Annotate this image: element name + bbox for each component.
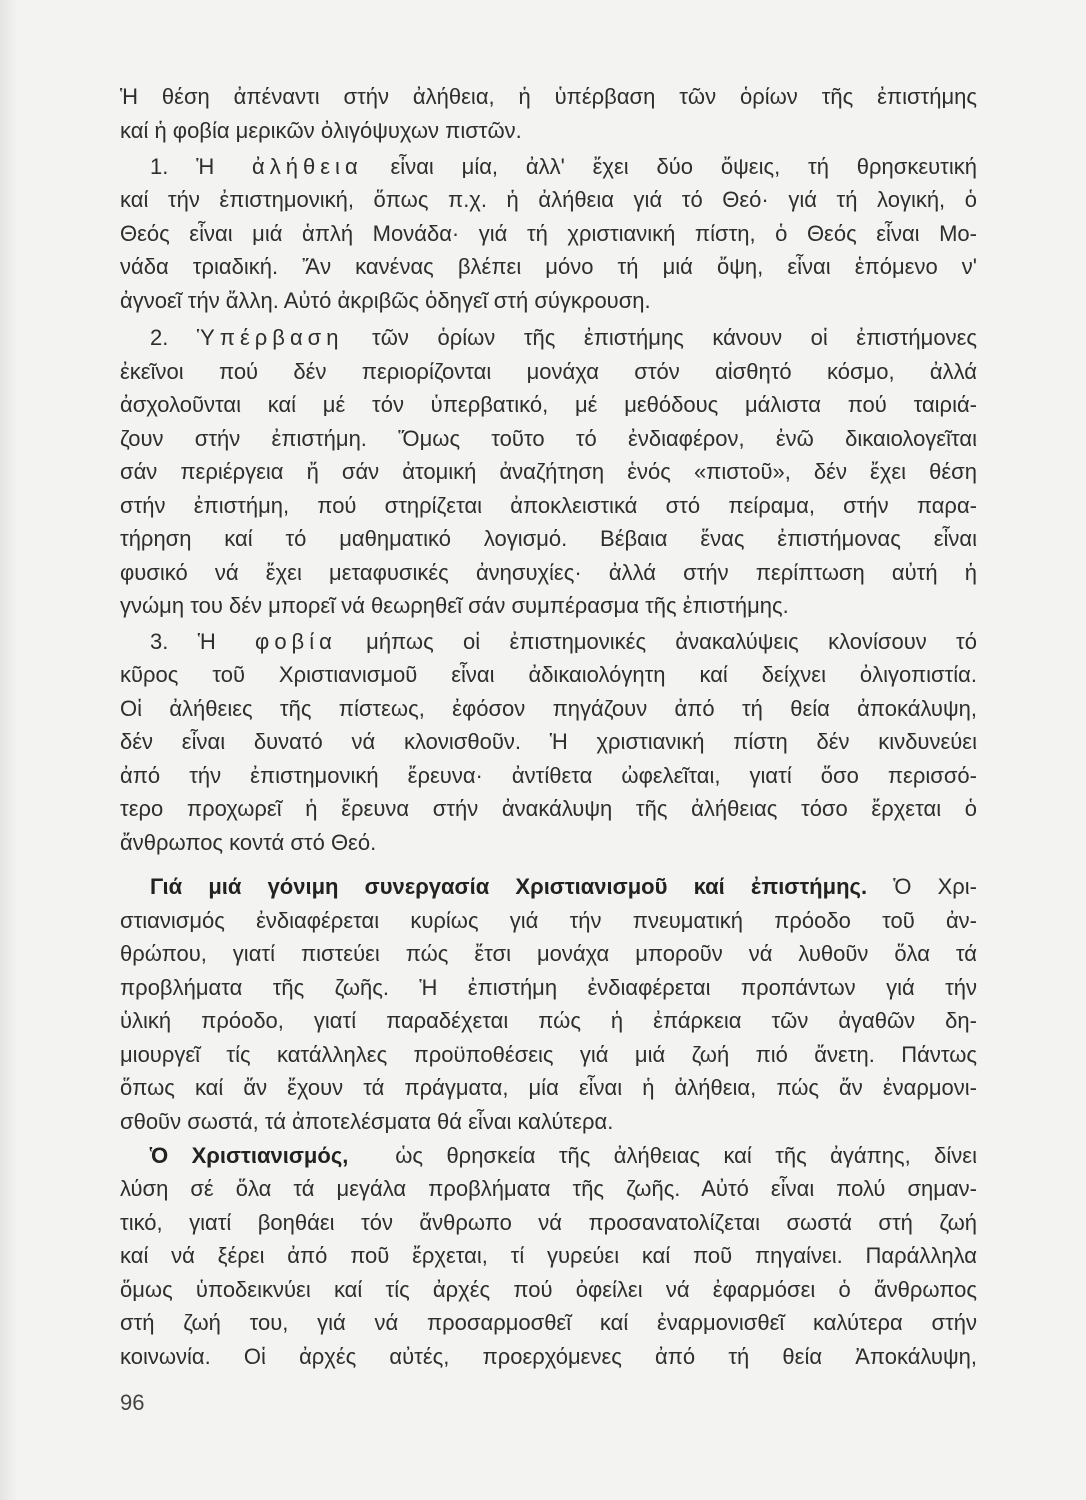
page-edge-shadow [0, 0, 18, 1500]
text-line: στήν ἐπιστήμη, πού στηρίζεται ἀποκλειστικά στό πείραμα, στήν παρα- [120, 492, 977, 518]
text-line: ἀγνοεῖ τήν ἄλλη. Αὐτό ἀκριβῶς ὁδηγεῖ στή σύγκρουση. [120, 287, 651, 313]
text-line: σάν περιέργεια ἤ σάν ἀτομική ἀναζήτηση ἑνός «πιστοῦ», δέν ἔχει θέση [120, 459, 977, 484]
text-line: προβλήματα τῆς ζωῆς. Ἡ ἐπιστήμη ἐνδιαφέρεται προπάντων γιά τήν [120, 974, 977, 1000]
text-line: τερο προχωρεῖ ἡ ἔρευνα στήν ἀνακάλυψη τῆς ἀλήθειας τόσο ἔρχεται ὁ [120, 796, 977, 821]
paragraph-cooperation [120, 870, 977, 1138]
text-line: σθοῦν σωστά, τά ἀποτελέσματα θά εἶναι καλύτερα. [120, 1108, 614, 1134]
text-line: κῦρος τοῦ Χριστιανισμοῦ εἶναι ἀδικαιολόγητη καί δείχνει ὀλιγοπιστία. [120, 662, 977, 687]
text-line: κοινωνία. Οἱ ἀρχές αὐτές, προερχόμενες ἀπό τή θεία Ἀποκάλυψη, [120, 1343, 977, 1369]
text-line [120, 150, 977, 184]
paragraph-1-truth [120, 150, 977, 318]
line-rest: Ὁ Χρι- [867, 874, 977, 899]
text-line: νάδα τριαδική. Ἄν κανένας βλέπει μόνο τή μιά ὄψη, εἶναι ἑπόμενο ν' [120, 254, 977, 279]
bold-heading: Γιά μιά γόνιμη συνεργασία Χριστιανισμοῦ καί ἐπιστήμης. [150, 874, 868, 899]
paragraph-christianity [120, 1139, 977, 1374]
item-number: 1. [150, 153, 197, 179]
line-rest: μήπως οἱ ἐπιστημονικές ἀνακαλύψεις κλονίσουν τό [336, 628, 977, 654]
text-line: στιανισμός ἐνδιαφέρεται κυρίως γιά τήν πνευματική πρόοδο τοῦ ἀν- [120, 907, 977, 933]
line-rest: ὡς θρησκεία τῆς ἀλήθειας καί τῆς ἀγάπης, δίνει [348, 1142, 977, 1168]
text-line: ἐκεῖνοι πού δέν περιορίζονται μονάχα στόν αἰσθητό κόσμο, ἀλλά [120, 358, 977, 384]
text-line: ὅπως καί ἄν ἔχουν τά πράγματα, μία εἶναι ἡ ἀλήθεια, πώς ἄν ἐναρμονι- [120, 1075, 977, 1100]
text-line: Ἡ θέση ἀπέναντι στήν ἀλήθεια, ἡ ὑπέρβαση τῶν ὁρίων τῆς ἐπιστήμης [120, 84, 977, 109]
text-line: δέν εἶναι δυνατό νά κλονισθοῦν. Ἡ χριστιανική πίστη δέν κινδυνεύει [120, 729, 977, 754]
text-line: μιουργεῖ τίς κατάλληλες προϋποθέσεις γιά μιά ζωή πιό ἄνετη. Πάντως [120, 1041, 977, 1067]
text-line: λύση σέ ὅλα τά μεγάλα προβλήματα τῆς ζωῆς. Αὐτό εἶναι πολύ σημαν- [120, 1176, 977, 1201]
text-line [120, 1139, 977, 1173]
text-line: ἀπό τήν ἐπιστημονική ἔρευνα· ἀντίθετα ὠφελεῖται, γιατί ὅσο περισσό- [120, 762, 977, 788]
paragraph-2-transgression [120, 321, 977, 623]
paragraph-3-fear [120, 625, 977, 860]
line-rest: εἶναι μία, ἀλλ' ἔχει δύο ὄψεις, τή θρησκευτική [362, 153, 977, 179]
text-line: γνώμη του δέν μπορεῖ νά θεωρηθεῖ σάν συμπέρασμα τῆς ἐπιστήμης. [120, 593, 789, 618]
text-line: ὅμως ὑποδεικνύει καί τίς ἀρχές πού ὀφείλει νά ἐφαρμόσει ὁ ἄνθρωπος [120, 1276, 977, 1302]
text-line: ζουν στήν ἐπιστήμη. Ὅμως τοῦτο τό ἐνδιαφέρον, ἐνῶ δικαιολογεῖται [120, 425, 977, 451]
line-rest: τῶν ὁρίων τῆς ἐπιστήμης κάνουν οἱ ἐπιστήμονες [343, 325, 977, 350]
item-number: 2. [150, 325, 197, 350]
bold-heading: Ὁ Χριστιανισμός, [150, 1142, 349, 1168]
text-line: φυσικό νά ἔχει μεταφυσικές ἀνησυχίες· ἀλλά στήν περίπτωση αὐτή ἡ [120, 559, 977, 585]
text-line [120, 625, 977, 659]
text-line: καί τήν ἐπιστημονική, ὅπως π.χ. ἡ ἀλήθεια γιά τό Θεό· γιά τή λογική, ὁ [120, 187, 977, 212]
spaced-keyword: Ὑπέρβαση [196, 325, 344, 350]
text-line: καί νά ξέρει ἀπό ποῦ ἔρχεται, τί γυρεύει καί ποῦ πηγαίνει. Παράλληλα [120, 1243, 977, 1268]
text-line [120, 321, 977, 355]
text-line: Θεός εἶναι μιά ἁπλή Μονάδα· γιά τή χριστιανική πίστη, ὁ Θεός εἶναι Μο- [120, 220, 977, 246]
spaced-keyword: Ἡ ἀλήθεια [196, 153, 363, 179]
text-line: Οἱ ἀλήθειες τῆς πίστεως, ἐφόσον πηγάζουν ἀπό τή θεία ἀποκάλυψη, [120, 695, 977, 721]
text-line: ἄνθρωπος κοντά στό Θεό. [120, 829, 377, 855]
text-line: θρώπου, γιατί πιστεύει πώς ἔτσι μονάχα μποροῦν νά λυθοῦν ὅλα τά [120, 941, 977, 966]
text-line: ὑλική πρόοδο, γιατί παραδέχεται πώς ἡ ἐπάρκεια τῶν ἀγαθῶν δη- [120, 1008, 977, 1033]
text-line [120, 870, 977, 904]
spaced-keyword: Ἡ φοβία [197, 628, 337, 654]
text-line: στή ζωή του, γιά νά προσαρμοσθεῖ καί ἐναρμονισθεῖ καλύτερα στήν [120, 1310, 977, 1335]
text-line: καί ἡ φοβία μερικῶν ὀλιγόψυχων πιστῶν. [120, 117, 522, 143]
item-number: 3. [150, 628, 198, 654]
text-line: ἀσχολοῦνται καί μέ τόν ὑπερβατικό, μέ μεθόδους μάλιστα πού ταιριά- [120, 392, 977, 417]
text-line: τήρηση καί τό μαθηματικό λογισμό. Βέβαια ἕνας ἐπιστήμονας εἶναι [120, 526, 977, 551]
intro-paragraph [120, 80, 977, 147]
text-line: τικό, γιατί βοηθάει τόν ἄνθρωπο νά προσανατολίζεται σωστά στή ζωή [120, 1209, 977, 1235]
page-body [120, 80, 977, 1373]
page-number: 96 [120, 1390, 145, 1415]
